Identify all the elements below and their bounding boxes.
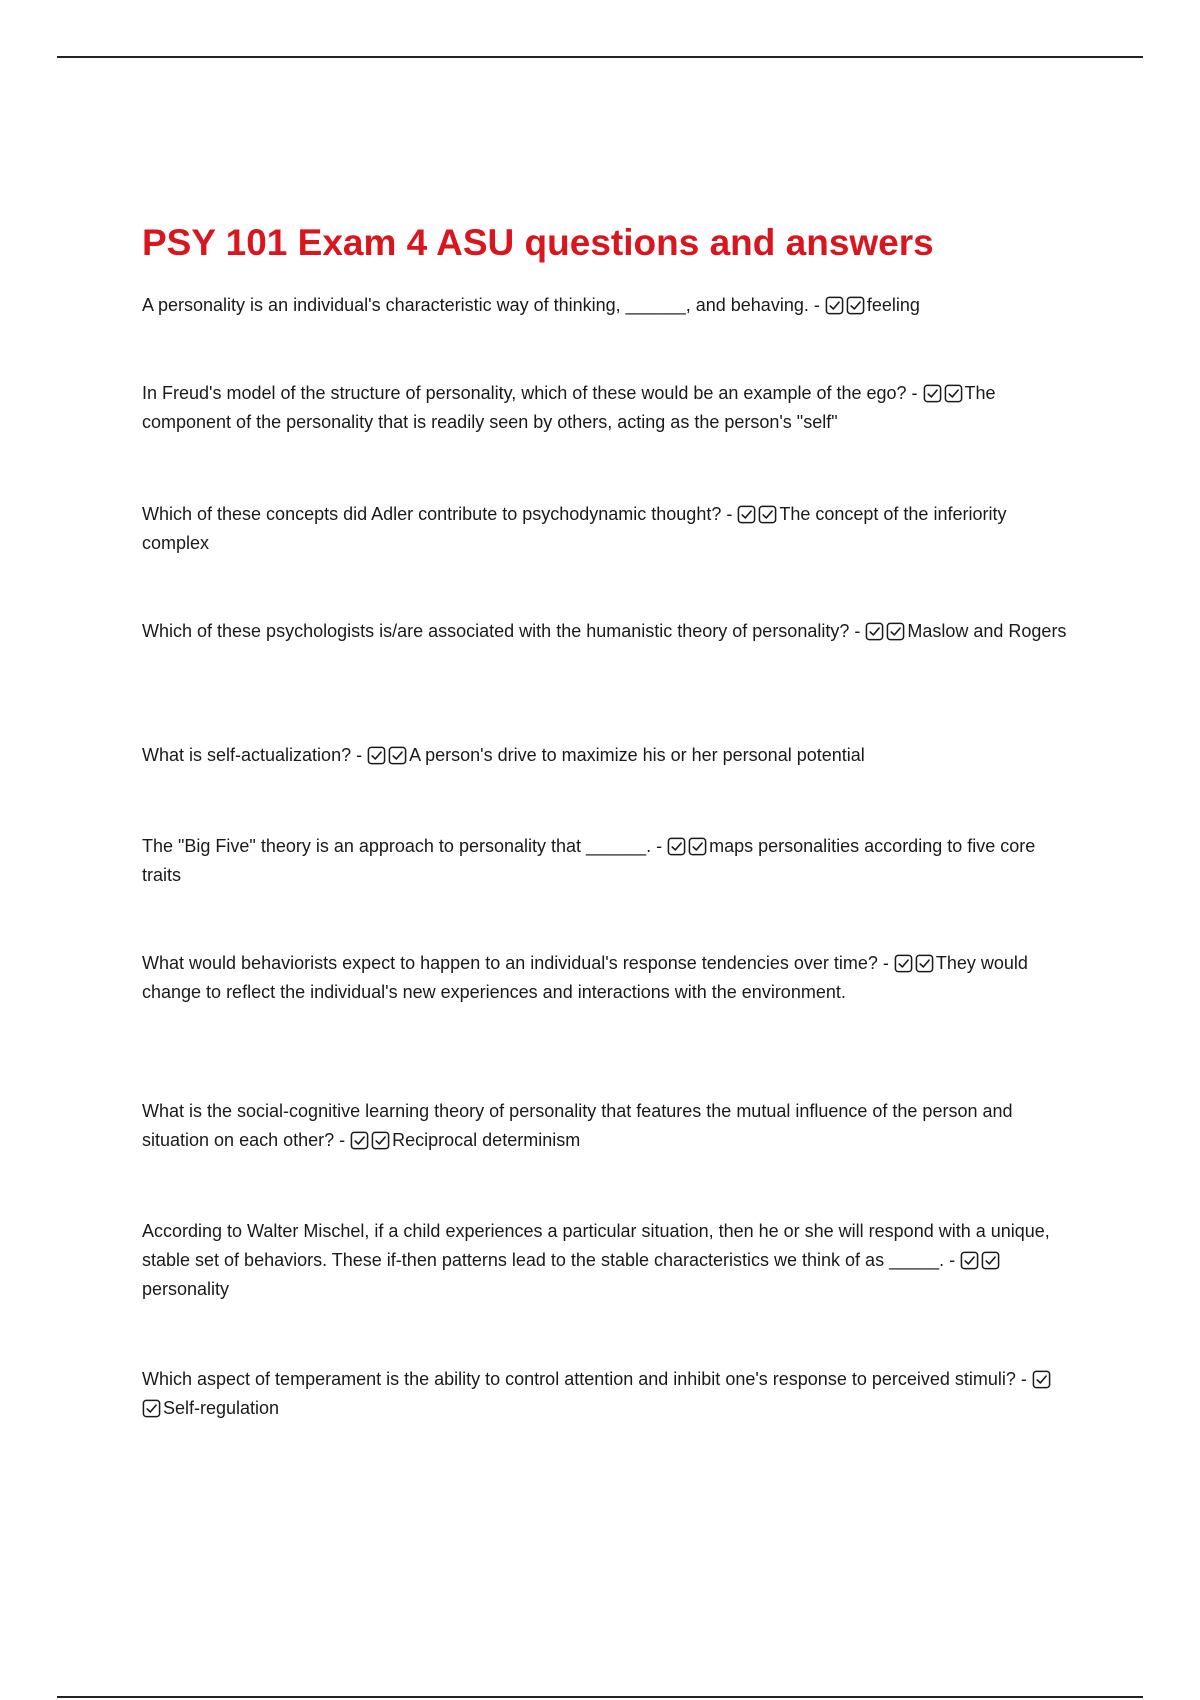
check-square-icon — [371, 1131, 390, 1150]
separator: - — [877, 953, 894, 973]
separator: - — [1015, 1369, 1032, 1389]
footer-rule — [57, 1696, 1143, 1698]
answer-text: Self-regulation — [163, 1398, 280, 1418]
qa-item — [142, 1097, 1072, 1155]
answer-text: Maslow and Rogers — [907, 621, 1067, 641]
check-square-icon — [915, 954, 934, 973]
qa-item — [142, 617, 1072, 646]
separator: - — [721, 504, 738, 524]
header-rule — [57, 56, 1143, 58]
question-text: The "Big Five" theory is an approach to personality that ______. — [142, 836, 652, 856]
check-square-icon — [667, 837, 686, 856]
qa-item — [142, 500, 1072, 558]
answer-text: personality — [142, 1279, 230, 1299]
separator: - — [808, 295, 825, 315]
check-square-icon — [758, 505, 777, 524]
question-text: Which aspect of temperament is the ability to control attention and inhibit one's response to perceived stimuli? — [142, 1369, 1016, 1389]
answer-text: Reciprocal determinism — [392, 1130, 581, 1150]
check-square-icon — [737, 505, 756, 524]
check-square-icon — [960, 1251, 979, 1270]
question-text: In Freud's model of the structure of personality, which of these would be an example of the ego? — [142, 383, 907, 403]
answer-text: The component of the personality that is readily seen by others, acting as the person's "self" — [142, 383, 996, 432]
question-text: According to Walter Mischel, if a child experiences a particular situation, then he or she will respond with a unique, stable set of behaviors. These if-then patterns lead to the stable characteristics we think of as _____. — [142, 1221, 1050, 1270]
question-text: What would behaviorists expect to happen to an individual's response tendencies over time? — [142, 953, 878, 973]
document-title: PSY 101 Exam 4 ASU questions and answers — [142, 222, 934, 263]
qa-item — [142, 379, 1072, 437]
question-text: What is self-actualization? — [142, 745, 352, 765]
separator: - — [351, 745, 368, 765]
check-square-icon — [981, 1251, 1000, 1270]
check-square-icon — [846, 296, 865, 315]
answer-text: The concept of the inferiority complex — [142, 504, 1007, 553]
check-square-icon — [825, 296, 844, 315]
check-square-icon — [350, 1131, 369, 1150]
check-square-icon — [142, 1399, 161, 1418]
qa-item — [142, 832, 1072, 890]
separator: - — [906, 383, 923, 403]
qa-item — [142, 1217, 1072, 1304]
check-square-icon — [894, 954, 913, 973]
check-square-icon — [923, 384, 942, 403]
check-square-icon — [944, 384, 963, 403]
separator: - — [334, 1130, 351, 1150]
separator: - — [944, 1250, 961, 1270]
qa-item — [142, 949, 1072, 1007]
qa-item — [142, 1365, 1072, 1423]
question-text: Which of these psychologists is/are associated with the humanistic theory of personality? — [142, 621, 850, 641]
question-text: What is the social-cognitive learning theory of personality that features the mutual influence of the person and situation on each other? — [142, 1101, 1013, 1150]
answer-text: maps personalities according to five core traits — [142, 836, 1036, 885]
question-text: Which of these concepts did Adler contribute to psychodynamic thought? — [142, 504, 722, 524]
separator: - — [849, 621, 866, 641]
answer-text: feeling — [866, 295, 920, 315]
qa-item — [142, 741, 1072, 770]
check-square-icon — [886, 622, 905, 641]
answer-text: They would change to reflect the individual's new experiences and interactions with the environment. — [142, 953, 1028, 1002]
separator: - — [651, 836, 668, 856]
check-square-icon — [865, 622, 884, 641]
check-square-icon — [1032, 1370, 1051, 1389]
qa-item — [142, 291, 1072, 320]
check-square-icon — [367, 746, 386, 765]
question-text: A personality is an individual's characteristic way of thinking, ______, and behaving. — [142, 295, 809, 315]
check-square-icon — [388, 746, 407, 765]
answer-text: A person's drive to maximize his or her personal potential — [409, 745, 865, 765]
check-square-icon — [688, 837, 707, 856]
